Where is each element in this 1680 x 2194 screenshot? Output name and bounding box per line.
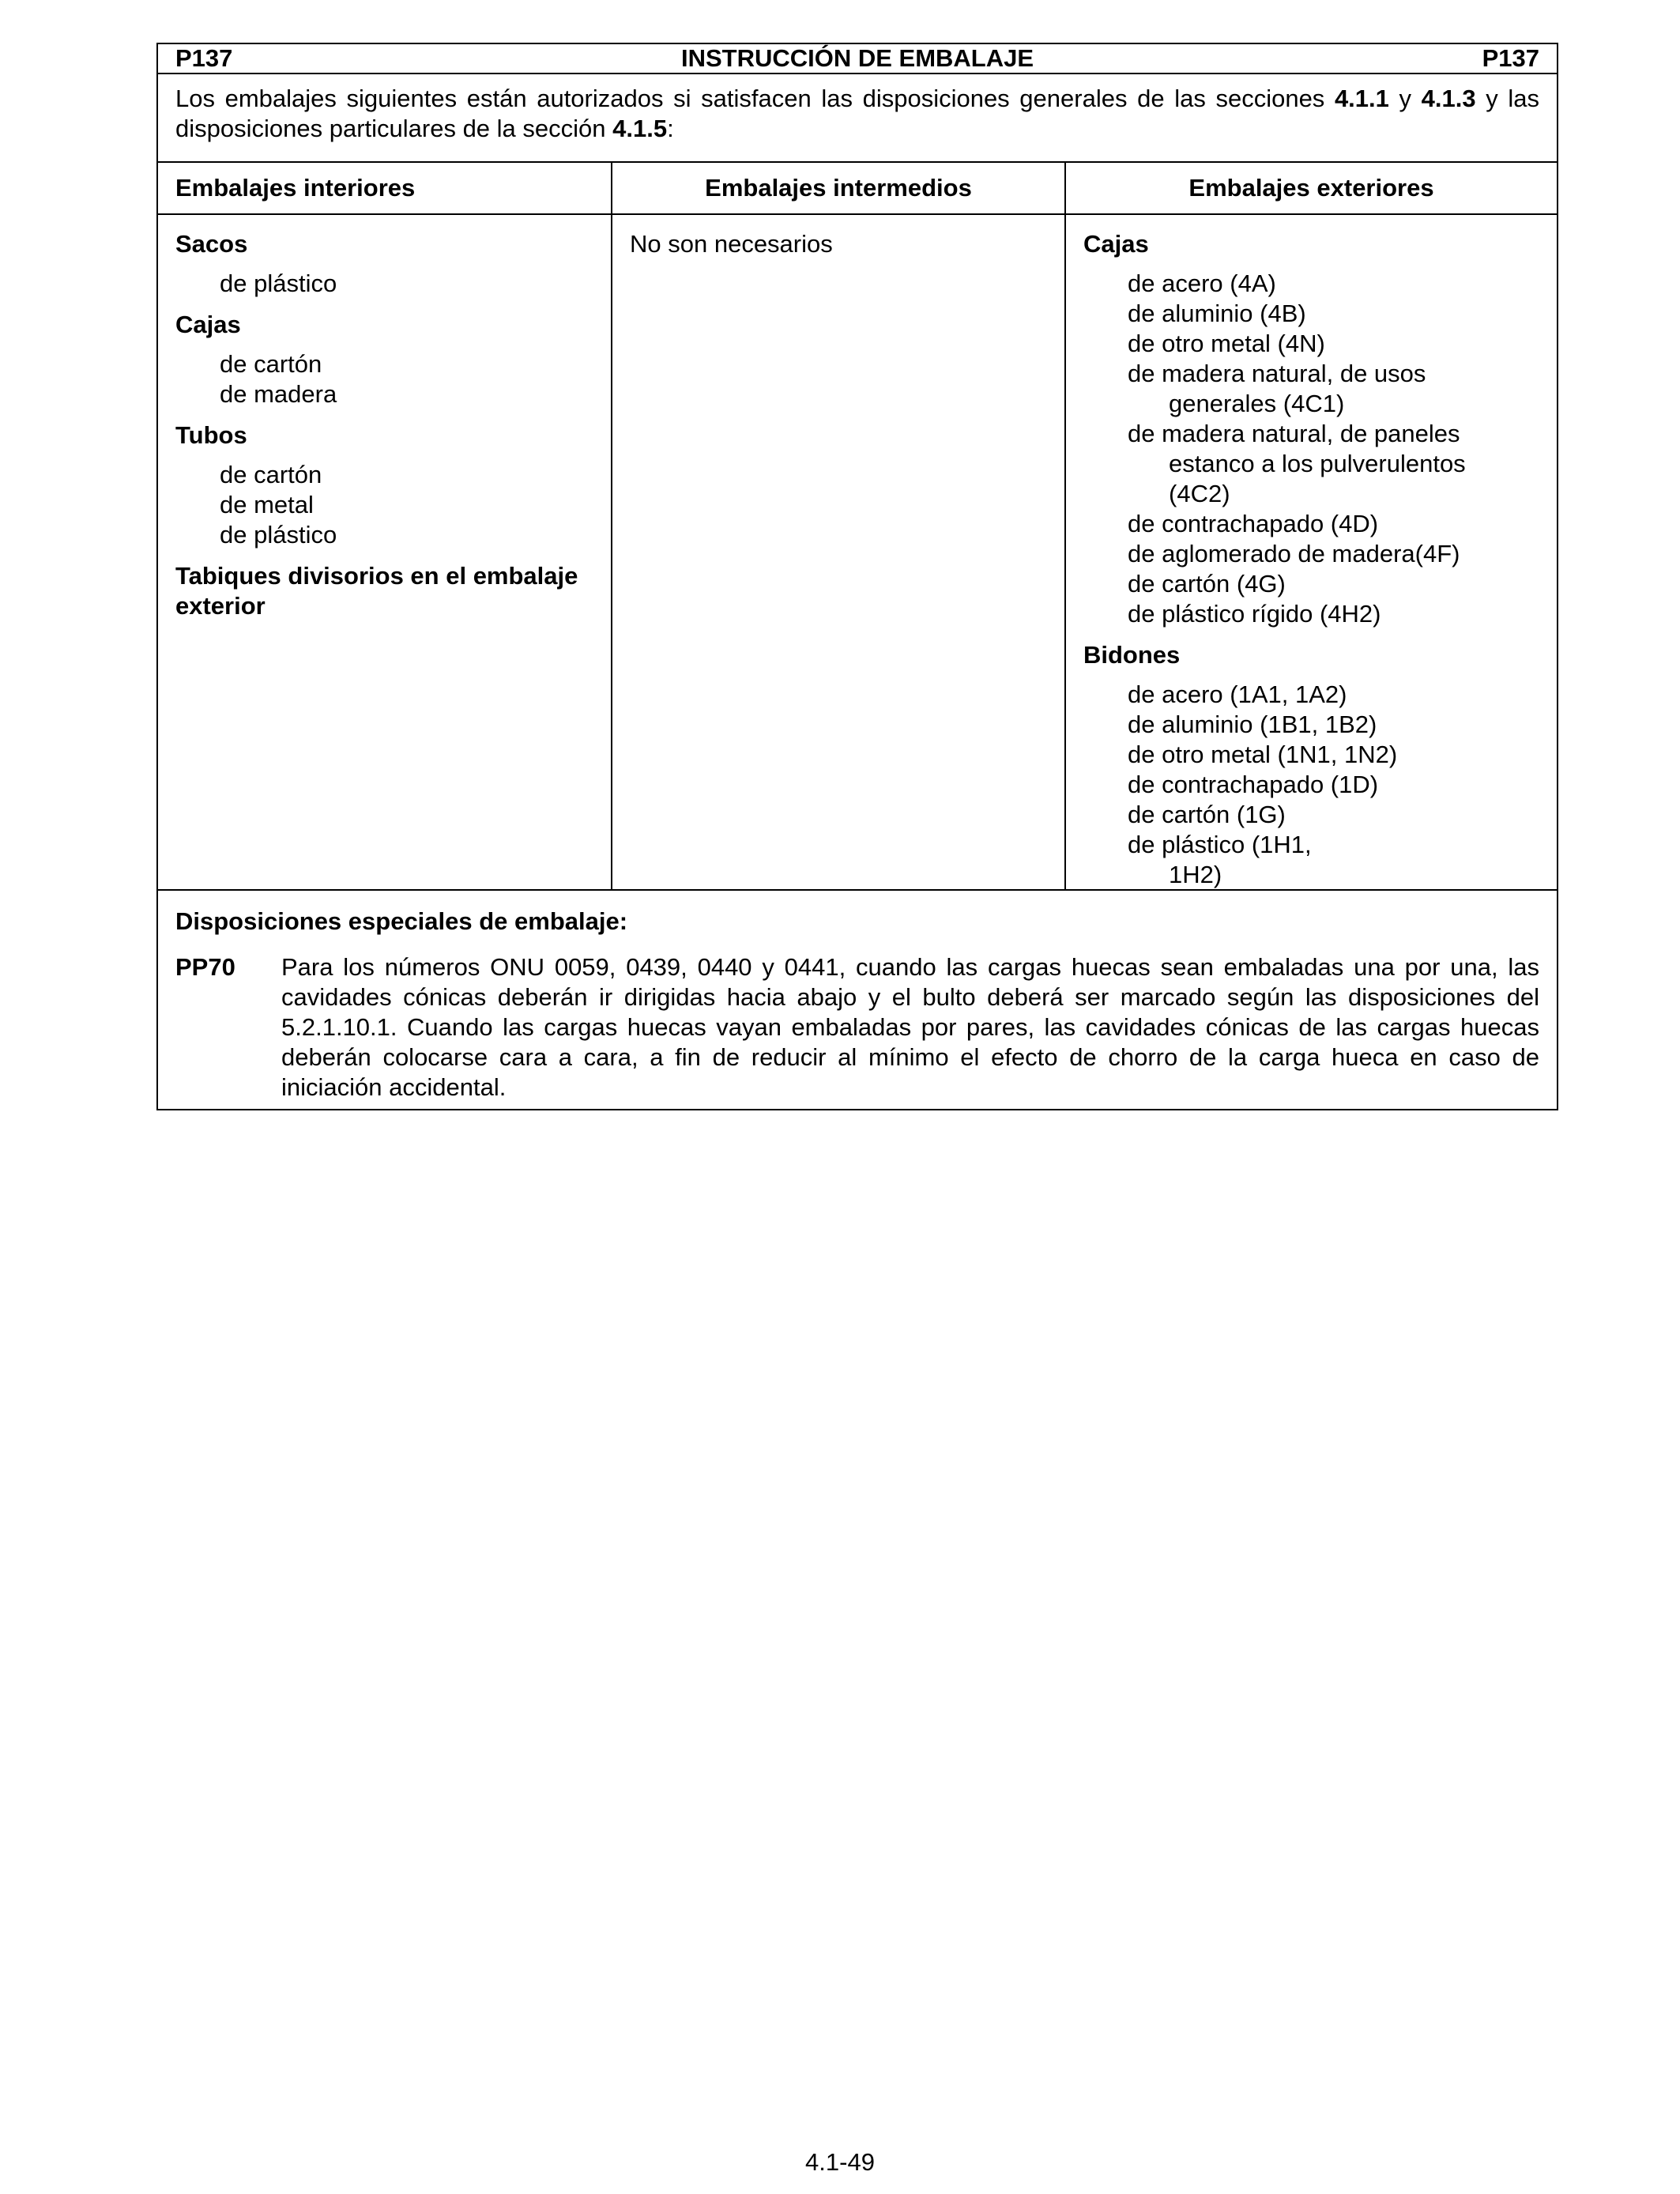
packing-instruction-table [156, 43, 1558, 1110]
inner-item: de madera [220, 380, 337, 408]
outer-item [1128, 740, 1539, 770]
outer-item [1128, 269, 1539, 299]
inner-group-heading: Tubos [175, 421, 247, 449]
intro-text: Los embalajes siguientes están autorizados si satisfacen las disposiciones generales de las secciones [175, 85, 1335, 112]
inner-group-heading: Tabiques divisorios en el embalaje exterior [175, 562, 578, 620]
outer-item-line: de acero (4A) [1128, 270, 1276, 297]
outer-item [1128, 710, 1539, 740]
outer-item-line: 1H2) [1169, 861, 1222, 888]
packagings-row [158, 215, 1557, 891]
inner-item: de cartón [220, 350, 322, 378]
intro-paragraph [158, 74, 1557, 163]
intro-text: y [1388, 85, 1422, 112]
outer-item-line: de contrachapado (1D) [1128, 771, 1379, 798]
column-header-outer: Embalajes exteriores [1188, 174, 1434, 202]
column-header-row [158, 163, 1557, 215]
outer-item [1128, 770, 1539, 800]
inner-item-list [175, 349, 593, 409]
outer-item [1128, 329, 1539, 359]
inner-item: de cartón [220, 461, 322, 488]
outer-item-line: de madera natural, de paneles [1128, 420, 1460, 447]
outer-item [1128, 509, 1539, 539]
outer-item-line: de aglomerado de madera(4F) [1128, 540, 1460, 567]
outer-item-line: (4C2) [1169, 480, 1230, 507]
outer-item-line: de plástico rígido (4H2) [1128, 600, 1381, 628]
intro-text: : [667, 115, 674, 142]
outer-item [1128, 680, 1539, 710]
title-row [158, 44, 1557, 74]
intermediate-packagings-cell [612, 215, 1066, 889]
page-number: 4.1-49 [805, 2148, 875, 2176]
provision-code: PP70 [175, 953, 235, 981]
outer-group-heading: Bidones [1083, 641, 1181, 669]
outer-item-line: de aluminio (1B1, 1B2) [1128, 711, 1377, 738]
inner-item-list [175, 269, 593, 299]
provision-text: Para los números ONU 0059, 0439, 0440 y 0441, cuando las cargas huecas sean embaladas una por una, las cavidades cónicas deberán ir dirigidas hacia abajo y el bulto deberá ser marcado según las disposiciones del 5.2.1.10.1. Cuando las cargas huecas vayan embaladas por pares, las cavidades cónicas de las cargas huecas deberán colocarse cara a cara, a fin de reducir al mínimo el efecto de chorro de la carga hueca en caso de iniciación accidental. [281, 953, 1539, 1101]
outer-item-line: de cartón (4G) [1128, 570, 1286, 598]
inner-item: de metal [220, 491, 314, 518]
outer-group-heading: Cajas [1083, 230, 1149, 258]
outer-item [1128, 419, 1539, 509]
instruction-code-right: P137 [1482, 44, 1539, 72]
inner-group-heading: Sacos [175, 230, 248, 258]
inner-item: de plástico [220, 270, 337, 297]
outer-item [1128, 359, 1539, 419]
instruction-title: INSTRUCCIÓN DE EMBALAJE [680, 44, 1034, 72]
outer-item-line: estanco a los pulverulentos [1169, 450, 1466, 477]
outer-item [1128, 830, 1539, 890]
column-header-inner: Embalajes interiores [158, 163, 612, 213]
outer-item-list [1083, 680, 1539, 890]
outer-item [1128, 800, 1539, 830]
outer-item-line: de otro metal (1N1, 1N2) [1128, 741, 1398, 768]
outer-item-line: de cartón (1G) [1128, 801, 1286, 828]
inner-item-list [175, 460, 593, 550]
special-provisions-heading: Disposiciones especiales de embalaje: [175, 907, 628, 935]
outer-item [1128, 599, 1539, 629]
inner-packagings-cell [158, 215, 612, 889]
outer-item-line: de aluminio (4B) [1128, 300, 1306, 327]
instruction-code-left: P137 [175, 44, 233, 72]
intermediate-text: No son necesarios [630, 230, 833, 258]
special-provision-item [175, 952, 1539, 1103]
special-provisions-section [158, 891, 1557, 1109]
outer-item-line: generales (4C1) [1169, 390, 1345, 417]
outer-item-list [1083, 269, 1539, 629]
inner-group-heading: Cajas [175, 311, 241, 338]
outer-item-line: de contrachapado (4D) [1128, 510, 1379, 537]
outer-item [1128, 569, 1539, 599]
outer-packagings-cell [1066, 215, 1557, 889]
column-header-intermediate: Embalajes intermedios [612, 163, 1066, 213]
outer-item-line: de otro metal (4N) [1128, 330, 1325, 357]
outer-item [1128, 299, 1539, 329]
intro-text: y las disposiciones particulares de la sección [175, 85, 1539, 142]
outer-item-line: de plástico (1H1, [1128, 831, 1312, 858]
outer-item-line: de madera natural, de usos [1128, 360, 1426, 387]
outer-item-line: de acero (1A1, 1A2) [1128, 680, 1347, 708]
outer-item [1128, 539, 1539, 569]
section-ref: 4.1.3 [1421, 85, 1476, 112]
section-ref: 4.1.1 [1334, 85, 1389, 112]
section-ref: 4.1.5 [612, 115, 668, 142]
inner-item: de plástico [220, 521, 337, 548]
